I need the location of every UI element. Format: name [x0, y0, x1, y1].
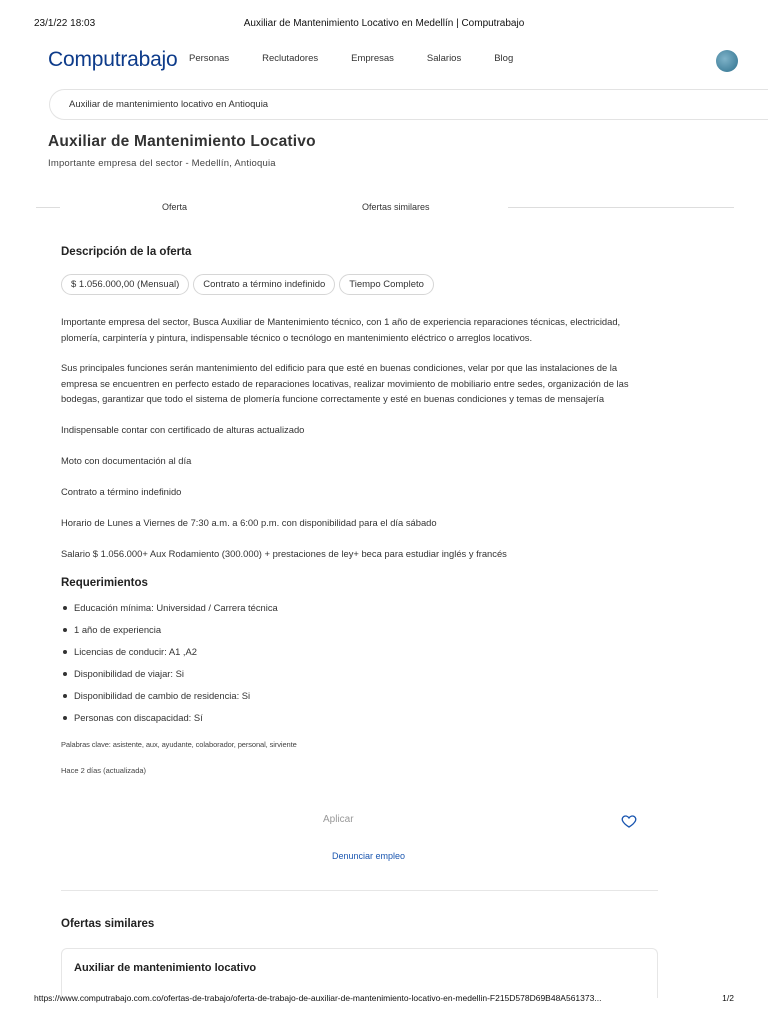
- print-url: https://www.computrabajo.com.co/ofertas-de-trabajo/oferta-de-trabajo-de-auxiliar-de-mantenimiento-locativo-en-medellin-F215D578D69B48A561373...: [34, 993, 602, 1003]
- tab-divider-left: [36, 207, 60, 208]
- tab-divider-right: [508, 207, 734, 208]
- top-navbar: [0, 44, 768, 76]
- posted-date: Hace 2 días (actualizada): [61, 766, 147, 775]
- job-title: Auxiliar de Mantenimiento Locativo: [48, 133, 316, 150]
- requirement-item: 1 año de experiencia: [61, 622, 278, 644]
- requirement-item: Disponibilidad de cambio de residencia: Si: [61, 688, 278, 710]
- user-avatar[interactable]: [716, 50, 738, 72]
- nav-item-empresas[interactable]: Empresas: [351, 53, 394, 64]
- description-paragraph-1: Importante empresa del sector, Busca Auxiliar de Mantenimiento técnico, con 1 año de experiencia reparaciones técnicas, electricidad, plomería, carpintería y pintura, indispensable técnico o tecnólogo en mantenimiento eléctrico o arreglos locativos.: [61, 316, 621, 343]
- nav-menu: [189, 53, 546, 64]
- description-paragraph-7: Salario $ 1.056.000+ Aux Rodamiento (300.000) + prestaciones de ley+ beca para estudiar inglés y francés: [61, 548, 507, 559]
- print-page-number: 1/2: [722, 993, 734, 1003]
- description-paragraph-4: Moto con documentación al día: [61, 455, 192, 466]
- nav-item-blog[interactable]: Blog: [494, 53, 514, 64]
- requirement-item: Educación mínima: Universidad / Carrera técnica: [61, 600, 278, 622]
- apply-button[interactable]: Aplicar: [323, 814, 354, 825]
- description-paragraph-3: Indispensable contar con certificado de alturas actualizado: [61, 424, 305, 435]
- requirement-item: Licencias de conducir: A1 ,A2: [61, 644, 278, 666]
- keywords: Palabras clave: asistente, aux, ayudante, colaborador, personal, sirviente: [61, 740, 297, 749]
- requirement-item: Disponibilidad de viajar: Si: [61, 666, 278, 688]
- print-footer: [34, 993, 734, 1005]
- search-query-text[interactable]: Auxiliar de mantenimiento locativo en Antioquia: [69, 99, 269, 110]
- similar-offers-heading: Ofertas similares: [61, 918, 155, 930]
- print-datetime: 23/1/22 18:03: [34, 18, 96, 29]
- job-tags: [61, 274, 438, 295]
- nav-item-salarios[interactable]: Salarios: [426, 53, 462, 64]
- job-company-location: Importante empresa del sector - Medellín, Antioquia: [48, 158, 276, 169]
- computrabajo-logo[interactable]: Computrabajo: [48, 48, 178, 71]
- report-job-link[interactable]: Denunciar empleo: [332, 851, 406, 861]
- contract-pill: Contrato a término indefinido: [193, 274, 335, 295]
- section-divider: [61, 890, 658, 891]
- requirement-item: Personas con discapacidad: Sí: [61, 710, 278, 732]
- heart-icon[interactable]: [621, 813, 637, 829]
- print-header: [34, 18, 734, 32]
- print-page-title: Auxiliar de Mantenimiento Locativo en Medellín | Computrabajo: [243, 18, 525, 29]
- nav-item-personas[interactable]: Personas: [189, 53, 230, 64]
- requirements-heading: Requerimientos: [61, 577, 148, 589]
- description-heading: Descripción de la oferta: [61, 246, 192, 258]
- tab-oferta[interactable]: Oferta: [162, 202, 188, 212]
- requirements-list: [61, 600, 278, 732]
- salary-pill: $ 1.056.000,00 (Mensual): [61, 274, 189, 295]
- similar-offer-card[interactable]: [61, 948, 658, 998]
- description-paragraph-6: Horario de Lunes a Viernes de 7:30 a.m. a 6:00 p.m. con disponibilidad para el día sábado: [61, 517, 437, 528]
- nav-item-reclutadores[interactable]: Reclutadores: [262, 53, 319, 64]
- description-paragraph-5: Contrato a término indefinido: [61, 486, 182, 497]
- tab-ofertas-similares[interactable]: Ofertas similares: [362, 202, 430, 212]
- similar-offer-title[interactable]: Auxiliar de mantenimiento locativo: [74, 962, 257, 974]
- schedule-pill: Tiempo Completo: [339, 274, 434, 295]
- description-paragraph-2: Sus principales funciones serán mantenimiento del edificio para que esté en buenas condiciones, velar por que las instalaciones de la empresa se encuentren en perfecto estado de reparaciones locativas, realizar movimiento de mobiliario entre sedes, organización de las bodegas, garantizar que todo el sistema de plomería funcione correctamente y esté en buenas condiciones y temas de mensajería: [61, 362, 629, 404]
- search-bar[interactable]: [49, 89, 768, 120]
